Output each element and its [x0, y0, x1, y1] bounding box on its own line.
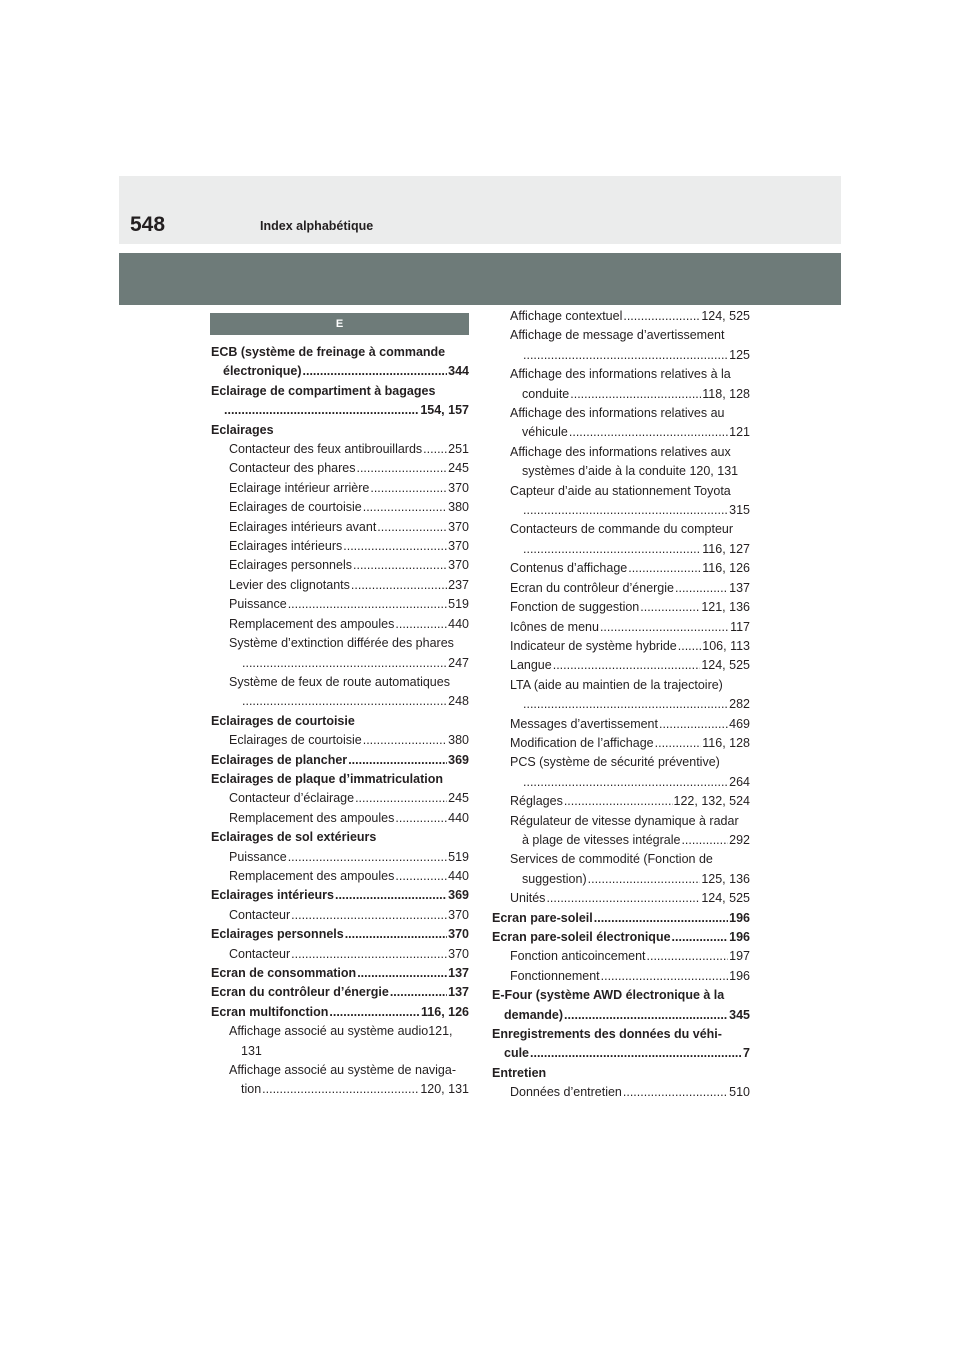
- dot-leader: [523, 501, 728, 520]
- entry-text: ECB (système de freinage à commande: [211, 345, 446, 359]
- page-reference: 120, 131: [420, 1082, 469, 1097]
- index-entry: [492, 967, 750, 986]
- page-reference: 510: [729, 1085, 750, 1100]
- page-reference: 124, 525: [701, 658, 750, 673]
- entry-text: Eclairages intérieurs avant: [229, 519, 377, 534]
- entry-text: Puissance: [229, 597, 287, 612]
- index-entry: [492, 637, 750, 656]
- entry-text: Ecran du contrôleur d’énergie: [211, 985, 389, 1000]
- index-entry: [211, 867, 469, 886]
- dot-leader: [390, 983, 447, 1002]
- index-entry: [211, 828, 469, 847]
- entry-text: Affichage associé au système de naviga-: [229, 1063, 456, 1078]
- index-entry: [492, 909, 750, 928]
- page-number: 548: [130, 213, 166, 236]
- page-reference: 116, 126: [421, 1004, 469, 1019]
- entry-text: Eclairages de courtoisie: [229, 500, 362, 515]
- entry-text: Affichage de message d’avertissement: [510, 328, 725, 343]
- dot-leader: [353, 556, 447, 575]
- dot-leader: [523, 773, 728, 792]
- dot-leader: [647, 947, 729, 966]
- index-entry: [211, 498, 469, 517]
- dot-leader: [224, 401, 419, 420]
- entry-text: Ecran du contrôleur d’énergie: [510, 580, 674, 595]
- page-reference: 237: [448, 577, 469, 592]
- dot-leader: [423, 440, 447, 459]
- dot-leader: [242, 654, 447, 673]
- entry-text: conduite: [522, 386, 570, 401]
- dot-leader: [678, 637, 702, 656]
- page-reference: 370: [448, 927, 469, 942]
- page-reference: 118, 128: [702, 386, 750, 401]
- index-entry: [211, 421, 469, 440]
- entry-text: Remplacement des ampoules: [229, 868, 395, 883]
- page-reference: 440: [448, 616, 469, 631]
- index-column-right: [492, 307, 750, 1103]
- index-entry: [211, 964, 469, 983]
- entry-text: Système de feux de route automatiques: [229, 674, 450, 689]
- index-entry: [211, 906, 469, 925]
- entry-text: Services de commodité (Fonction de: [510, 852, 713, 867]
- page-reference: 370: [448, 539, 469, 554]
- page-reference: 369: [448, 888, 469, 903]
- index-entry: [492, 986, 750, 1025]
- entry-text: Unités: [510, 891, 546, 906]
- index-entry: [211, 595, 469, 614]
- page-reference: 345: [729, 1007, 750, 1022]
- page-reference: 196: [729, 930, 750, 944]
- entry-text: cule: [504, 1046, 530, 1061]
- index-entry: [492, 1064, 750, 1083]
- page-reference: 370: [448, 907, 469, 922]
- entry-text: LTA (aide au maintien de la trajectoire): [510, 677, 723, 692]
- dot-leader: [594, 909, 728, 928]
- page-reference: 264: [729, 774, 750, 789]
- entry-text: Eclairages personnels: [229, 558, 352, 573]
- dot-leader: [659, 715, 728, 734]
- index-entry: [492, 792, 750, 811]
- index-entry: [211, 770, 469, 789]
- dot-leader: [363, 498, 447, 517]
- index-entry: [492, 850, 750, 889]
- dot-leader: [351, 576, 447, 595]
- entry-text: Eclairages de courtoisie: [229, 733, 362, 748]
- dot-leader: [546, 889, 700, 908]
- dot-leader: [303, 362, 448, 381]
- page-reference: 251: [448, 442, 469, 457]
- dot-leader: [600, 618, 729, 637]
- dot-leader: [530, 1044, 742, 1063]
- page-reference: 124, 525: [701, 309, 750, 323]
- page-reference: 121, 136: [701, 600, 750, 615]
- index-entry: [211, 789, 469, 808]
- index-entry: [211, 945, 469, 964]
- page-reference: 245: [448, 791, 469, 806]
- page-reference: 370: [448, 519, 469, 534]
- entry-text: demande): [504, 1007, 564, 1022]
- page-reference: 197: [729, 949, 750, 964]
- dot-leader: [363, 731, 447, 750]
- entry-text: Ecran pare-soleil: [492, 910, 593, 925]
- dot-leader: [564, 1006, 728, 1025]
- entry-text: Fonctionnement: [510, 968, 600, 983]
- dot-leader: [348, 751, 447, 770]
- entry-text: Ecran multifonction: [211, 1004, 329, 1019]
- index-entry: [211, 459, 469, 478]
- entry-text: 131: [241, 1043, 262, 1058]
- dot-leader: [588, 870, 701, 889]
- entry-text: suggestion): [522, 871, 587, 886]
- entry-text: PCS (système de sécurité préventive): [510, 755, 720, 770]
- index-entry: [211, 848, 469, 867]
- dot-leader: [553, 656, 701, 675]
- page-reference: 124, 525: [701, 891, 750, 906]
- dot-leader: [356, 459, 447, 478]
- index-entry: [211, 518, 469, 537]
- entry-text: Contacteur: [229, 907, 291, 922]
- page-reference: 106, 113: [702, 638, 750, 653]
- index-entry: [492, 947, 750, 966]
- dot-leader: [655, 734, 702, 753]
- index-entry: [492, 812, 750, 851]
- entry-text: E-Four (système AWD électronique à la: [492, 988, 725, 1003]
- page-reference: 196: [729, 968, 750, 983]
- dot-leader: [370, 479, 447, 498]
- index-entry: [211, 537, 469, 556]
- index-entry: [492, 928, 750, 947]
- page-reference: 315: [729, 503, 750, 518]
- entry-text: Eclairages intérieurs: [211, 888, 334, 903]
- page-reference: 247: [448, 655, 469, 670]
- dot-leader: [523, 346, 728, 365]
- dot-leader: [355, 789, 447, 808]
- index-entry: [211, 809, 469, 828]
- entry-text: Ecran de consommation: [211, 966, 357, 980]
- entry-text: Modification de l’affichage: [510, 735, 654, 750]
- index-entry: [211, 1061, 469, 1100]
- page-reference: 122, 132, 524: [673, 794, 750, 809]
- entry-text: Puissance: [229, 849, 287, 864]
- index-entry: [492, 365, 750, 404]
- page-reference: 116, 127: [702, 541, 750, 556]
- index-entry: [492, 734, 750, 753]
- index-entry: [492, 307, 750, 326]
- page-reference: 121: [729, 425, 750, 440]
- entry-text: Langue: [510, 658, 552, 673]
- index-entry: [492, 715, 750, 734]
- entry-text: Contacteur: [229, 946, 291, 961]
- dot-leader: [640, 598, 700, 617]
- index-entry: [211, 556, 469, 575]
- page-reference: 116, 128: [702, 735, 750, 750]
- index-entry: [492, 326, 750, 365]
- page-reference: 125: [729, 347, 750, 362]
- dot-leader: [288, 595, 447, 614]
- header-band: [119, 176, 841, 244]
- index-entry: [211, 343, 469, 382]
- entry-text: Régulateur de vitesse dynamique à radar: [510, 813, 739, 828]
- page-reference: 7: [743, 1046, 750, 1061]
- entry-text: Entretien: [492, 1065, 547, 1080]
- entry-text: Levier des clignotants: [229, 577, 350, 592]
- dot-leader: [564, 792, 673, 811]
- dot-leader: [570, 385, 701, 404]
- dot-leader: [335, 886, 447, 905]
- index-entry: [211, 925, 469, 944]
- dot-leader: [291, 906, 447, 925]
- entry-text: Capteur d’aide au stationnement Toyota: [510, 483, 731, 498]
- entry-text: Système d’extinction différée des phares: [229, 636, 454, 651]
- entry-text: systèmes d’aide à la conduite 120, 131: [522, 464, 739, 479]
- entry-text: Eclairage de compartiment à bagages: [211, 383, 436, 398]
- decorative-band: [119, 253, 841, 305]
- entry-text: Contacteur des feux antibrouillards: [229, 442, 423, 457]
- index-entry: [492, 753, 750, 792]
- dot-leader: [628, 559, 701, 578]
- index-entry: [211, 673, 469, 712]
- entry-text: Contenus d’affichage: [510, 561, 628, 576]
- index-entry: [492, 889, 750, 908]
- dot-leader: [395, 809, 447, 828]
- page-reference: 282: [729, 697, 750, 712]
- entry-text: Enregistrements des données du véhi-: [492, 1027, 722, 1042]
- index-entry: [492, 598, 750, 617]
- entry-text: Remplacement des ampoules: [229, 810, 395, 825]
- index-entry: [492, 520, 750, 559]
- entry-text: Fonction anticoincement: [510, 949, 646, 964]
- entry-text: Eclairages intérieurs: [229, 539, 343, 554]
- index-entry: [211, 1022, 469, 1061]
- dot-leader: [329, 1003, 420, 1022]
- index-entry: [492, 676, 750, 715]
- page-reference: 519: [448, 849, 469, 864]
- index-entry: [211, 712, 469, 731]
- entry-text: Ecran pare-soleil électronique: [492, 930, 671, 944]
- entry-text: Eclairages de sol extérieurs: [211, 830, 377, 845]
- entry-text: Eclairages de courtoisie: [211, 713, 355, 728]
- page-reference: 116, 126: [702, 561, 750, 576]
- index-entry: [211, 751, 469, 770]
- index-entry: [492, 1025, 750, 1064]
- index-entry: [492, 579, 750, 598]
- page-reference: 469: [729, 716, 750, 731]
- dot-leader: [675, 579, 728, 598]
- dot-leader: [357, 964, 447, 983]
- dot-leader: [672, 928, 729, 947]
- entry-text: Affichage des informations relatives à la: [510, 367, 731, 382]
- page-reference: 519: [448, 597, 469, 612]
- entry-text: Contacteur des phares: [229, 461, 356, 476]
- entry-text: Données d’entretien: [510, 1085, 622, 1100]
- entry-text: Messages d’avertissement: [510, 716, 658, 731]
- index-entry: [211, 983, 469, 1002]
- page-reference: 137: [729, 580, 750, 595]
- dot-leader: [343, 537, 447, 556]
- index-entry: [211, 731, 469, 750]
- dot-leader: [523, 540, 701, 559]
- index-entry: [211, 382, 469, 421]
- dot-leader: [623, 1083, 728, 1102]
- page-reference: 245: [448, 461, 469, 476]
- index-entry: [211, 576, 469, 595]
- index-entry: [211, 634, 469, 673]
- dot-leader: [291, 945, 447, 964]
- entry-text: Fonction de suggestion: [510, 600, 640, 615]
- page-reference: 380: [448, 733, 469, 748]
- index-entry: [211, 440, 469, 459]
- dot-leader: [242, 692, 447, 711]
- letter-heading: E: [210, 313, 469, 335]
- page-reference: 370: [448, 946, 469, 961]
- entry-text: Affichage contextuel: [510, 309, 623, 323]
- index-entry: [211, 479, 469, 498]
- page-reference: 292: [729, 832, 750, 847]
- entry-text: Contacteur d’éclairage: [229, 791, 355, 806]
- entry-text: Remplacement des ampoules: [229, 616, 395, 631]
- dot-leader: [395, 867, 447, 886]
- index-entry: [492, 656, 750, 675]
- page-reference: 196: [729, 910, 750, 925]
- page-reference: 440: [448, 868, 469, 883]
- page-reference: 125, 136: [701, 871, 750, 886]
- dot-leader: [601, 967, 729, 986]
- page-reference: 370: [448, 480, 469, 495]
- page-reference: 369: [448, 752, 469, 767]
- page-reference: 440: [448, 810, 469, 825]
- entry-text: Affichage associé au système audio121,: [229, 1024, 453, 1039]
- entry-text: tion: [241, 1082, 262, 1097]
- page-reference: 137: [448, 985, 469, 1000]
- index-column-left: [211, 343, 469, 1100]
- page-reference: 344: [448, 364, 469, 379]
- index-entry: [492, 618, 750, 637]
- dot-leader: [623, 307, 700, 326]
- entry-text: Eclairages de plaque d’immatriculation: [211, 771, 444, 786]
- index-entry: [492, 559, 750, 578]
- index-entry: [211, 886, 469, 905]
- dot-leader: [681, 831, 728, 850]
- entry-text: à plage de vitesses intégrale: [522, 832, 681, 847]
- entry-text: Réglages: [510, 794, 563, 809]
- dot-leader: [262, 1080, 419, 1099]
- index-entry: [492, 1083, 750, 1102]
- index-entry: [492, 482, 750, 521]
- entry-text: Icônes de menu: [510, 619, 599, 634]
- entry-text: Indicateur de système hybride: [510, 638, 677, 653]
- page-reference: 248: [448, 694, 469, 709]
- entry-text: électronique): [223, 364, 302, 379]
- dot-leader: [569, 423, 728, 442]
- dot-leader: [377, 518, 447, 537]
- page-reference: 117: [730, 619, 750, 634]
- entry-text: Eclairages: [211, 422, 274, 437]
- dot-leader: [395, 615, 447, 634]
- entry-text: véhicule: [522, 425, 568, 440]
- page-reference: 380: [448, 500, 469, 515]
- dot-leader: [288, 848, 447, 867]
- entry-text: Eclairage intérieur arrière: [229, 480, 370, 495]
- entry-text: Eclairages personnels: [211, 927, 344, 942]
- index-entry: [211, 615, 469, 634]
- page-reference: 154, 157: [420, 403, 469, 418]
- entry-text: Eclairages de plancher: [211, 752, 348, 767]
- index-entry: [492, 404, 750, 443]
- index-entry: [211, 1003, 469, 1022]
- entry-text: Contacteurs de commande du compteur: [510, 522, 734, 537]
- entry-text: Affichage des informations relatives aux: [510, 444, 731, 459]
- entry-text: Affichage des informations relatives au: [510, 406, 725, 421]
- dot-leader: [523, 695, 728, 714]
- page-reference: 370: [448, 558, 469, 573]
- section-title: Index alphabétique: [260, 219, 374, 233]
- page-reference: 137: [448, 966, 469, 980]
- index-entry: [492, 443, 750, 482]
- dot-leader: [345, 925, 447, 944]
